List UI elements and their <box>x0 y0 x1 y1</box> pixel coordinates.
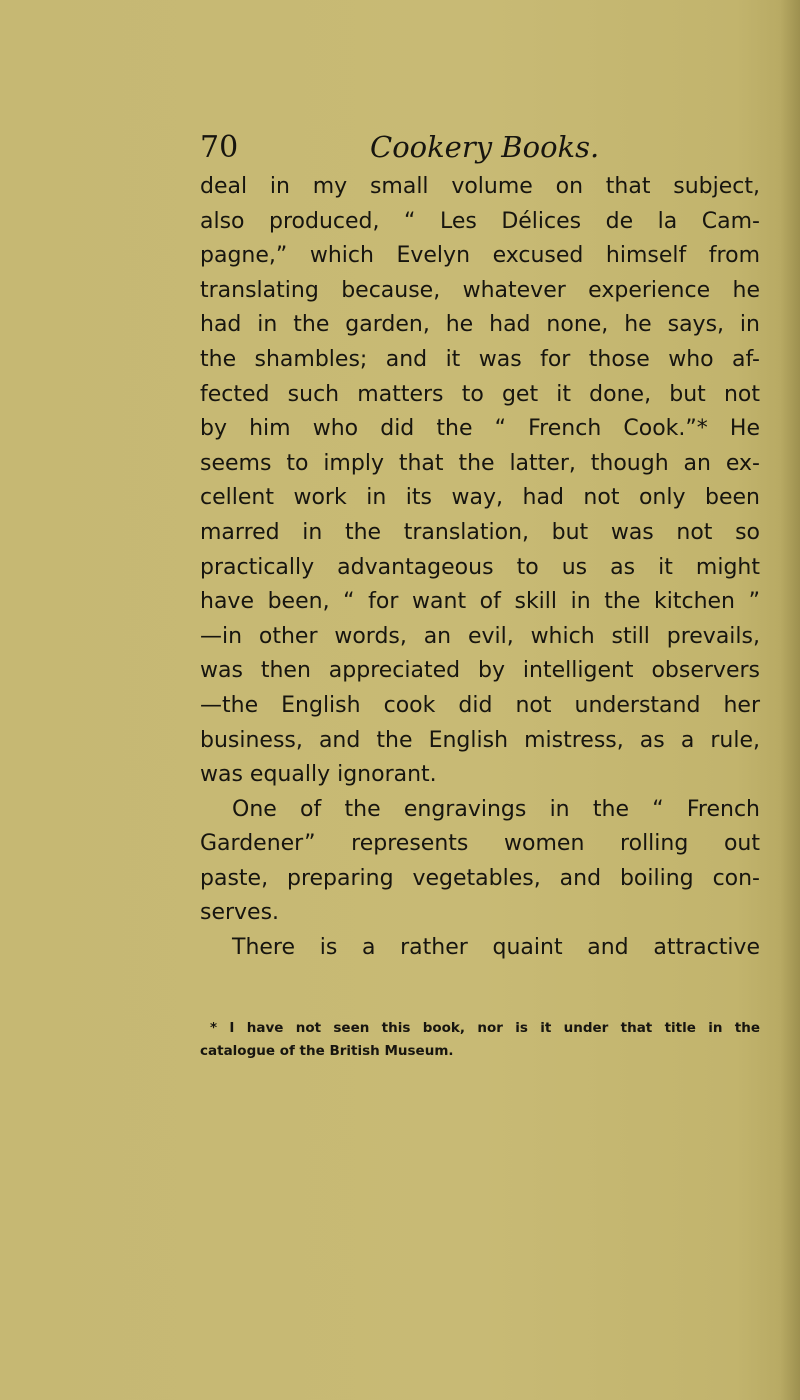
text-line: had in the garden, he had none, he says, in <box>200 312 760 338</box>
text-line: by him who did the “ French Cook.”* He <box>200 416 760 442</box>
text-line: —the English cook did not understand her <box>200 692 760 718</box>
text-line: —in other words, an evil, which still prevails, <box>200 623 760 649</box>
text-line: business, and the English mistress, as a rule, <box>200 727 760 753</box>
text-line: Gardener” represents women rolling out <box>200 831 760 857</box>
text-line: paste, preparing vegetables, and boiling con- <box>200 865 760 891</box>
text-line: also produced, “ Les Délices de la Cam- <box>200 208 760 234</box>
text-line: was then appreciated by intelligent observers <box>200 658 760 684</box>
text-line: cellent work in its way, had not only been <box>200 485 760 511</box>
text-line: There is a rather quaint and attractive <box>232 935 760 961</box>
text-line: the shambles; and it was for those who af- <box>200 346 760 372</box>
running-title: Cookery Books. <box>370 130 600 164</box>
text-line: was equally ignorant. <box>200 762 437 788</box>
text-line: seems to imply that the latter, though an ex- <box>200 450 760 476</box>
body-text <box>200 170 760 966</box>
footnote-line: catalogue of the British Museum. <box>200 1043 454 1059</box>
page-number: 70 <box>200 130 239 165</box>
text-line: One of the engravings in the “ French <box>232 796 760 822</box>
text-line: have been, “ for want of skill in the kitchen ” <box>200 589 760 615</box>
text-line: translating because, whatever experience he <box>200 277 760 303</box>
running-header <box>200 130 760 170</box>
text-line: fected such matters to get it done, but not <box>200 381 760 407</box>
text-line: marred in the translation, but was not so <box>200 519 760 545</box>
footnote-line: * I have not seen this book, nor is it under that title in the <box>210 1020 760 1036</box>
text-line: deal in my small volume on that subject, <box>200 174 760 199</box>
text-line: serves. <box>200 900 280 926</box>
footnote <box>200 1017 760 1063</box>
text-line: pagne,” which Evelyn excused himself from <box>200 243 760 269</box>
text-line: practically advantageous to us as it might <box>200 554 760 580</box>
page-edge-shadow <box>780 0 800 1400</box>
